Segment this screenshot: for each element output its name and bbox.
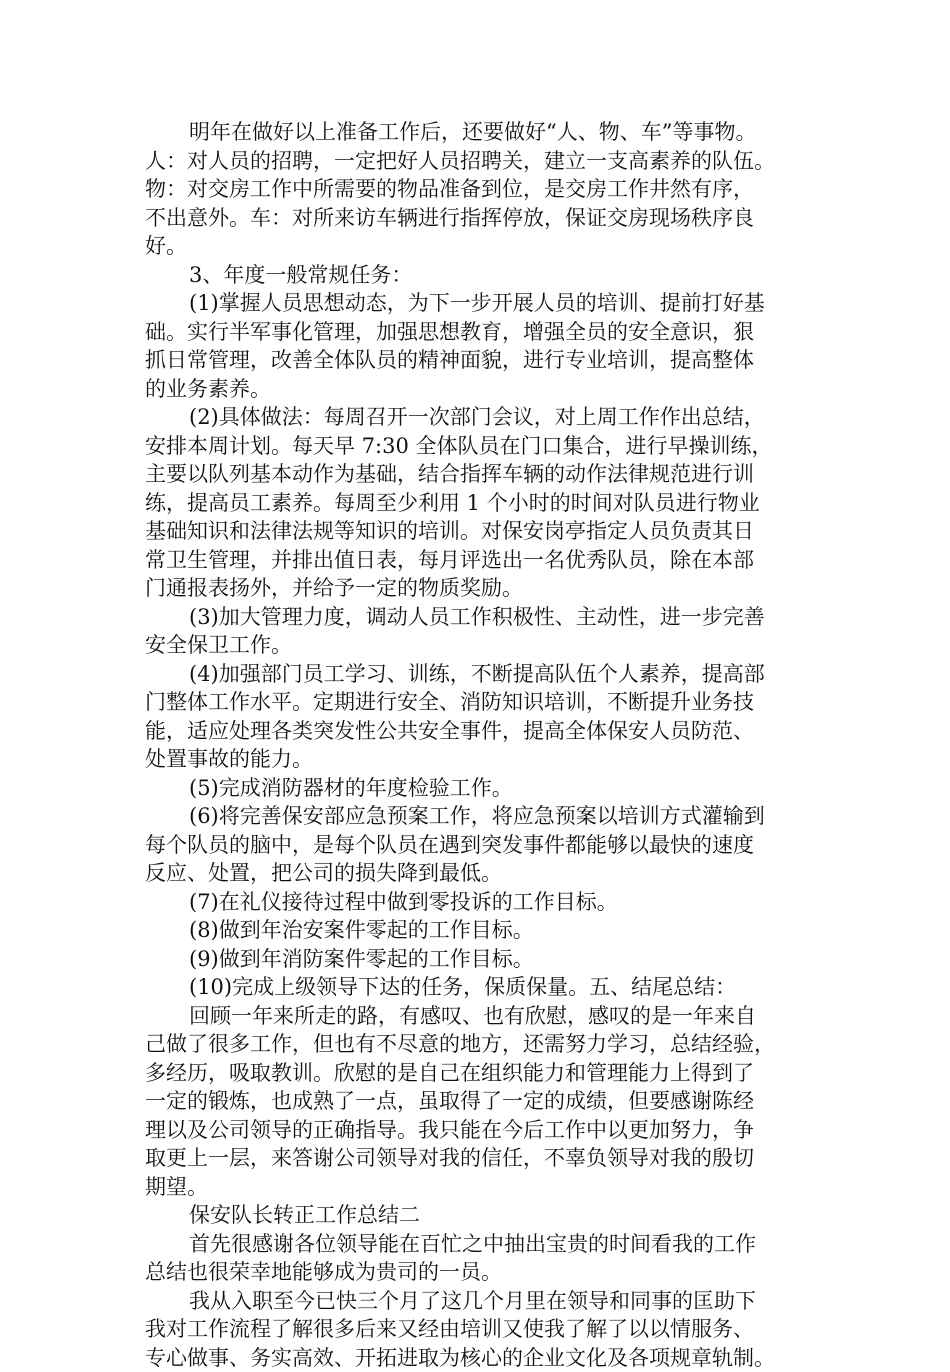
text-line: 多经历，吸取教训。欣慰的是自己在组织能力和管理能力上得到了 bbox=[145, 1059, 815, 1088]
text-line: 总结也很荣幸地能够成为贵司的一员。 bbox=[145, 1258, 815, 1287]
text-line: 每个队员的脑中，是每个队员在遇到突发事件都能够以最快的速度 bbox=[145, 831, 815, 860]
text-line: 的业务素养。 bbox=[145, 375, 815, 404]
text-line: 我从入职至今已快三个月了这几个月里在领导和同事的匡助下 bbox=[145, 1287, 815, 1316]
text-line: 门整体工作水平。定期进行安全、消防知识培训，不断提升业务技 bbox=[145, 688, 815, 717]
text-line: (1)掌握人员思想动态，为下一步开展人员的培训、提前打好基 bbox=[145, 289, 815, 318]
text-line: 首先很感谢各位领导能在百忙之中抽出宝贵的时间看我的工作 bbox=[145, 1230, 815, 1259]
text-line: (4)加强部门员工学习、训练，不断提高队伍个人素养，提高部 bbox=[145, 660, 815, 689]
text-line: (5)完成消防器材的年度检验工作。 bbox=[145, 774, 815, 803]
text-line: (3)加大管理力度，调动人员工作积极性、主动性，进一步完善 bbox=[145, 603, 815, 632]
text-line: (7)在礼仪接待过程中做到零投诉的工作目标。 bbox=[145, 888, 815, 917]
text-line: 安排本周计划。每天早 7:30 全体队员在门口集合，进行早操训练， bbox=[145, 432, 815, 461]
text-line: 能，适应处理各类突发性公共安全事件，提高全体保安人员防范、 bbox=[145, 717, 815, 746]
text-line: 安全保卫工作。 bbox=[145, 631, 815, 660]
text-line: 理以及公司领导的正确指导。我只能在今后工作中以更加努力，争 bbox=[145, 1116, 815, 1145]
text-line: 练，提高员工素养。每周至少利用 1 个小时的时间对队员进行物业 bbox=[145, 489, 815, 518]
text-line: 取更上一层，来答谢公司领导对我的信任，不辜负领导对我的殷切 bbox=[145, 1144, 815, 1173]
text-line: 抓日常管理，改善全体队员的精神面貌，进行专业培训，提高整体 bbox=[145, 346, 815, 375]
text-line: 础。实行半军事化管理，加强思想教育，增强全员的安全意识，狠 bbox=[145, 318, 815, 347]
text-line: 物：对交房工作中所需要的物品准备到位，是交房工作井然有序， bbox=[145, 175, 815, 204]
text-line: (6)将完善保安部应急预案工作，将应急预案以培训方式灌输到 bbox=[145, 802, 815, 831]
text-line: 不出意外。车：对所来访车辆进行指挥停放，保证交房现场秩序良 bbox=[145, 204, 815, 233]
text-line: 专心做事、务实高效、开拓进取为核心的企业文化及各项规章轨制。 bbox=[145, 1344, 815, 1372]
text-line: 好。 bbox=[145, 232, 815, 261]
text-line: 明年在做好以上准备工作后，还要做好“人、物、车”等事物。 bbox=[145, 118, 815, 147]
text-line: 常卫生管理，并排出值日表，每月评选出一名优秀队员，除在本部 bbox=[145, 546, 815, 575]
text-line: 一定的锻炼，也成熟了一点，虽取得了一定的成绩，但要感谢陈经 bbox=[145, 1087, 815, 1116]
text-line: 回顾一年来所走的路，有感叹、也有欣慰，感叹的是一年来自 bbox=[145, 1002, 815, 1031]
text-line: 人：对人员的招聘，一定把好人员招聘关，建立一支高素养的队伍。 bbox=[145, 147, 815, 176]
text-line: (2)具体做法：每周召开一次部门会议，对上周工作作出总结， bbox=[145, 403, 815, 432]
text-line: 己做了很多工作，但也有不尽意的地方，还需努力学习，总结经验， bbox=[145, 1030, 815, 1059]
text-line: (9)做到年消防案件零起的工作目标。 bbox=[145, 945, 815, 974]
text-line: 我对工作流程了解很多后来又经由培训又使我了解了以以情服务、 bbox=[145, 1315, 815, 1344]
text-line: 期望。 bbox=[145, 1173, 815, 1202]
text-line: 保安队长转正工作总结二 bbox=[145, 1201, 815, 1230]
text-line: 主要以队列基本动作为基础，结合指挥车辆的动作法律规范进行训 bbox=[145, 460, 815, 489]
text-line: 门通报表扬外，并给予一定的物质奖励。 bbox=[145, 574, 815, 603]
text-line: (8)做到年治安案件零起的工作目标。 bbox=[145, 916, 815, 945]
text-line: (10)完成上级领导下达的任务，保质保量。五、结尾总结： bbox=[145, 973, 815, 1002]
text-line: 反应、处置，把公司的损失降到最低。 bbox=[145, 859, 815, 888]
text-line: 基础知识和法律法规等知识的培训。对保安岗亭指定人员负责其日 bbox=[145, 517, 815, 546]
text-line: 处置事故的能力。 bbox=[145, 745, 815, 774]
document-body bbox=[145, 118, 815, 1372]
text-line: 3、年度一般常规任务： bbox=[145, 261, 815, 290]
